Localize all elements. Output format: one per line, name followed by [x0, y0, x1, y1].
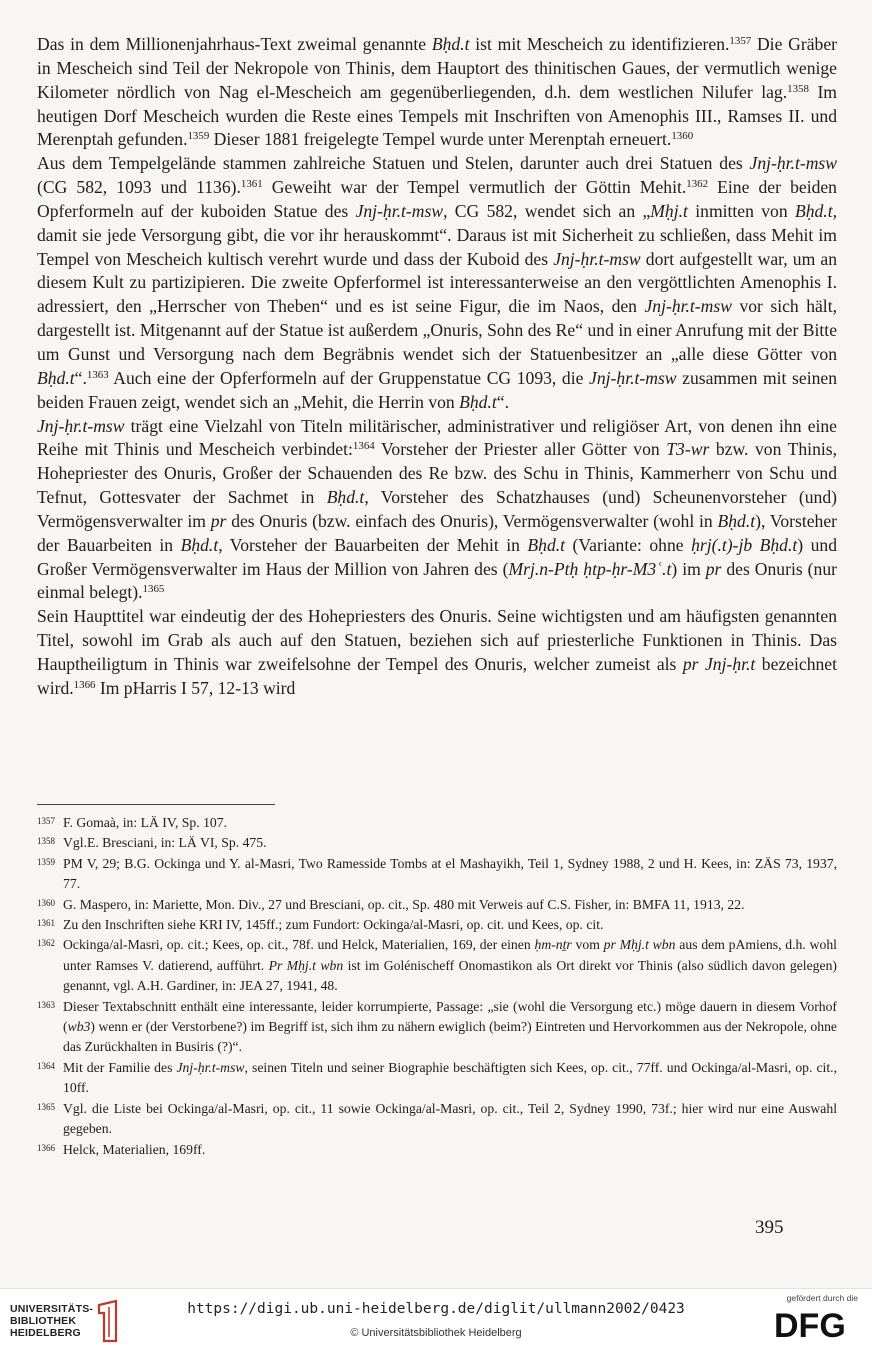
text-run: ist im Golénischeff Onomastikon als Ort direkt vor Thinis (also südlich davon gelegen) genannt, vgl. A.H. Gardiner, in: JEA 27, 1941, 48.	[63, 957, 837, 994]
footnote	[37, 813, 837, 833]
text-run: Geweiht war der Tempel vermutlich der Göttin Mehit.	[262, 177, 687, 198]
text-run: ) und Großer Vermögensverwalter im Haus der Million von Jahren des (	[37, 534, 838, 579]
text-run: aus dem pAmiens, d.h. wohl unter Ramses V. datierend, aufführt.	[63, 937, 837, 973]
text-run: ) im	[671, 558, 706, 579]
italic-term: Bḥd.t	[527, 534, 566, 555]
text-run: des Onuris (nur einmal belegt).	[37, 558, 837, 603]
text-run: Dieser 1881 freigelegte Tempel wurde unter Merenptah erneuert.	[209, 129, 672, 150]
text-run: (Variante: ohne	[565, 534, 692, 555]
footnote-number: 1361	[37, 918, 55, 929]
text-run: G. Maspero, in: Mariette, Mon. Div., 27 und Bresciani, op. cit., Sp. 480 mit Verweis auf C.S. Fisher, in: BMFA 11, 1913, 22.	[63, 896, 745, 912]
footnote-ref: 1363	[86, 368, 109, 381]
footnote-number: 1358	[37, 836, 55, 847]
text-run: Im heutigen Dorf Mescheich wurden die Reste eines Tempels mit Inschriften von Amenophis III., Ramses II. und Merenptah gefunden.	[37, 81, 837, 150]
text-run: zusammen mit seinen beiden Frauen zeigt, wendet sich an „Mehit, die Herrin von	[37, 367, 838, 412]
main-text	[37, 33, 837, 701]
text-run: , CG 582, wendet sich an „	[443, 200, 651, 221]
italic-term: Jnj-ḥr.t-msw	[749, 153, 837, 174]
paragraph	[37, 605, 837, 700]
text-run: Zu den Inschriften siehe KRI IV, 145ff.; zum Fundort: Ockinga/al-Masri, op. cit. und Kees, op. cit.	[63, 917, 604, 933]
footnote-ref: 1361	[240, 178, 263, 191]
footnote	[37, 915, 837, 935]
text-run: Dieser Textabschnitt enthält eine interessante, leider korrumpierte, Passage: „sie (wohl die Versorgung etc.) möge dauern in diesem Vorhof (	[63, 998, 837, 1035]
footnote	[37, 1140, 837, 1160]
text-run: Im pHarris I 57, 12-13 wird	[95, 677, 296, 698]
italic-term: wb3	[67, 1019, 91, 1035]
text-run: des Onuris (bzw. einfach des Onuris), Vermögensverwalter (wohl in	[226, 510, 718, 531]
italic-term: pr	[210, 510, 227, 531]
italic-term: Bḥd.t	[326, 487, 365, 508]
footnote-ref: 1364	[352, 440, 375, 453]
footnote-number: 1362	[37, 938, 55, 949]
text-run: dort aufgestellt war, um an diesem Kult zu partizipieren. Die zweite Opferformel ist interessanterweise an den vergöttlichten Amenophis I. adressiert, den „Herrscher von Theben“ und es ist seine Figur, die im Naos, den	[37, 248, 837, 317]
footnote-number: 1363	[37, 999, 55, 1010]
text-run: Helck, Materialien, 169ff.	[63, 1141, 206, 1157]
text-run: Auch eine der Opferformeln auf der Gruppenstatue CG 1093, die	[108, 367, 590, 388]
footnote	[37, 935, 837, 996]
text-run: trägt eine Vielzahl von Titeln militärischer, administrativer und religiöser Art, von denen ihn eine Reihe mit Thinis und Mescheich verbindet:	[37, 415, 837, 460]
italic-term: Bḥd.t	[37, 367, 75, 388]
italic-term: Mrj.n-Ptḥ ḥtp-ḥr-M3ʿ.t	[508, 558, 672, 579]
italic-term: pr Jnj-ḥr.t	[682, 653, 756, 674]
footnote-separator	[37, 804, 275, 805]
footnote-ref: 1358	[787, 82, 809, 95]
italic-term: Pr Mḥj.t wbn	[268, 957, 344, 973]
italic-term: Jnj-ḥr.t-msw	[37, 415, 125, 436]
text-run: ) wenn er (der Verstorbene?) im Begriff ist, sich ihm zu nähern ewiglich (beim?) Eintreten und Hervorkommen aus der Nekropole, ohne das Zurückhalten in Busiris (?)“.	[63, 1019, 837, 1055]
italic-term: Bḥd.t	[431, 34, 470, 54]
footnote-ref: 1362	[686, 178, 709, 191]
viewer-footer	[0, 1288, 872, 1350]
italic-term: Jnj-ḥr.t-msw	[176, 1059, 245, 1075]
text-run: vom	[571, 937, 604, 953]
footnote-ref: 1357	[729, 35, 752, 47]
text-run: , Vorsteher des Schatzhauses (und) Scheunenvorsteher (und) Vermögensverwalter im	[37, 487, 837, 531]
italic-term: pr	[705, 558, 722, 579]
text-run: PM V, 29; B.G. Ockinga und Y. al-Masri, Two Ramesside Tombs at el Mashayikh, Teil 1, Sydney 1988, 2 und H. Kees, in: ZÄS 73, 1937, 77.	[63, 855, 837, 892]
funder-caption: gefördert durch die	[786, 1293, 858, 1303]
footnote-ref: 1359	[187, 130, 210, 143]
text-run: Vgl. die Liste bei Ockinga/al-Masri, op. cit., 11 sowie Ockinga/al-Masri, op. cit., Teil 2, Sydney 1990, 73f.; hier wird nur eine Auswahl gegeben.	[63, 1100, 837, 1137]
text-run: “.	[74, 367, 87, 388]
text-run: Eine der beiden Opferformeln auf der kuboiden Statue des	[37, 177, 837, 221]
italic-term: Mḥj.t	[650, 200, 688, 221]
text-run: ist mit Mescheich zu identifizieren.	[469, 34, 730, 54]
text-run: , seinen Titeln und seiner Biographie beschäftigten sich Kees, op. cit., 77ff. und Ockinga/al-Masri, op. cit., 10ff.	[63, 1059, 837, 1096]
text-run: Aus dem Tempelgelände stammen zahlreiche Statuen und Stelen, darunter auch drei Statuen des	[37, 153, 750, 174]
text-run: bezeichnet wird.	[37, 653, 838, 698]
italic-term: Bḥd.t,	[794, 200, 837, 221]
text-run: Vgl.E. Bresciani, in: LÄ VI, Sp. 475.	[63, 835, 267, 851]
italic-term: pr Mḥj.t wbn	[603, 937, 676, 953]
funder-name: DFG	[774, 1307, 846, 1341]
text-run: “.	[496, 391, 509, 412]
permalink-url[interactable]: https://digi.ub.uni-heidelberg.de/diglit/ullmann2002/0423	[187, 1301, 685, 1317]
footnote	[37, 854, 837, 895]
page-number: 395	[755, 1217, 784, 1238]
italic-term: Jnj-ḥr.t-msw	[589, 367, 677, 388]
footnote	[37, 1099, 837, 1140]
copyright-notice: © Universitätsbibliothek Heidelberg	[350, 1327, 522, 1339]
footnote	[37, 833, 837, 853]
footnote-number: 1365	[37, 1101, 55, 1112]
italic-term: Jnj-ḥr.t-msw	[355, 200, 444, 221]
text-run: F. Gomaà, in: LÄ IV, Sp. 107.	[63, 815, 228, 830]
text-run: bzw. von Thinis, Hohepriester des Onuris, Großer der Schauenden des Re bzw. des Schu in Thinis, Kammerherr von Schu und Tefnut, Gottesvater der Sachmet in	[37, 439, 837, 508]
text-run: , Vorsteher der Bauarbeiten der Mehit in	[218, 534, 528, 555]
footnote-number: 1357	[37, 816, 55, 826]
footnote-number: 1364	[37, 1060, 55, 1071]
footnote-number: 1366	[37, 1142, 55, 1153]
paragraph	[37, 152, 837, 414]
text-run: Sein Haupttitel war eindeutig der des Hohepriesters des Onuris. Seine wichtigsten und am häufigsten genannten Titel, sowohl im Grab als auch auf den Statuen, beziehen sich auf priesterliche Funktionen in Thinis. Das Hauptheiligtum in Thinis war zweifelsohne der Tempel des Onuris, welcher zumeist als	[37, 606, 837, 674]
footnote-ref: 1366	[73, 678, 96, 691]
text-run: Die Gräber in Mescheich sind Teil der Nekropole von Thinis, dem Hauptort des thinitischen Gaues, der vermutlich wenige Kilometer nördlich von Nag el-Mescheich am gegenüberliegenden, d.h. dem westlichen Nilufer lag.	[37, 34, 837, 102]
footnote	[37, 895, 837, 915]
italic-term: ḥrj(.t)-jb Bḥd.t	[691, 534, 798, 555]
paragraph	[37, 33, 837, 152]
text-run: (CG 582, 1093 und 1136).	[37, 177, 241, 198]
footnote-ref: 1360	[671, 130, 694, 143]
italic-term: T3-wr	[666, 439, 710, 460]
funder-logo[interactable]	[768, 1293, 858, 1345]
footnote	[37, 997, 837, 1058]
text-run: Mit der Familie des	[63, 1059, 177, 1075]
footnote	[37, 1058, 837, 1099]
paragraph	[37, 415, 837, 606]
dfg-logo-icon	[774, 1307, 858, 1341]
text-run: Das in dem Millionenjahrhaus-Text zweimal genannte	[37, 34, 432, 54]
footnote-number: 1360	[37, 897, 55, 908]
italic-term: Bḥd.t	[717, 510, 756, 531]
italic-term: Bḥd.t	[180, 534, 219, 555]
italic-term: Jnj-ḥr.t-msw	[553, 248, 641, 269]
footnote-ref: 1365	[142, 583, 165, 596]
italic-term: Jnj-ḥr.t-msw	[644, 296, 732, 317]
italic-term: ḥm-nṯr	[534, 937, 572, 953]
text-run: Ockinga/al-Masri, op. cit.; Kees, op. cit., 78f. und Helck, Materialien, 169, der einen	[63, 937, 535, 953]
text-run: vor sich hält, dargestellt ist. Mitgenannt auf der Statue ist außerdem „Onuris, Sohn des Re“ und in einer Anrufung mit der Bitte um Gunst und Versorgung nach dem Begräbnis wendet sich der Statuenbesitzer an „alle diese Götter von	[37, 296, 837, 364]
library-name: UNIVERSITÄTS- BIBLIOTHEK HEIDELBERG	[10, 1303, 94, 1339]
italic-term: Bḥd.t	[459, 391, 497, 412]
footnote-number: 1359	[37, 856, 55, 867]
footnotes	[37, 813, 837, 1160]
text-run: damit sie jede Versorgung gibt, die vor ihr herauskommt“. Daraus ist mit Sicherheit zu schließen, dass Mehit im Tempel von Mescheich kultisch verehrt wurde und dass der Kuboid des	[37, 224, 837, 269]
text-run: ), Vorsteher der Bauarbeiten in	[37, 510, 837, 555]
text-run: Vorsteher der Priester aller Götter von	[374, 439, 667, 460]
text-run: inmitten von	[687, 200, 795, 221]
